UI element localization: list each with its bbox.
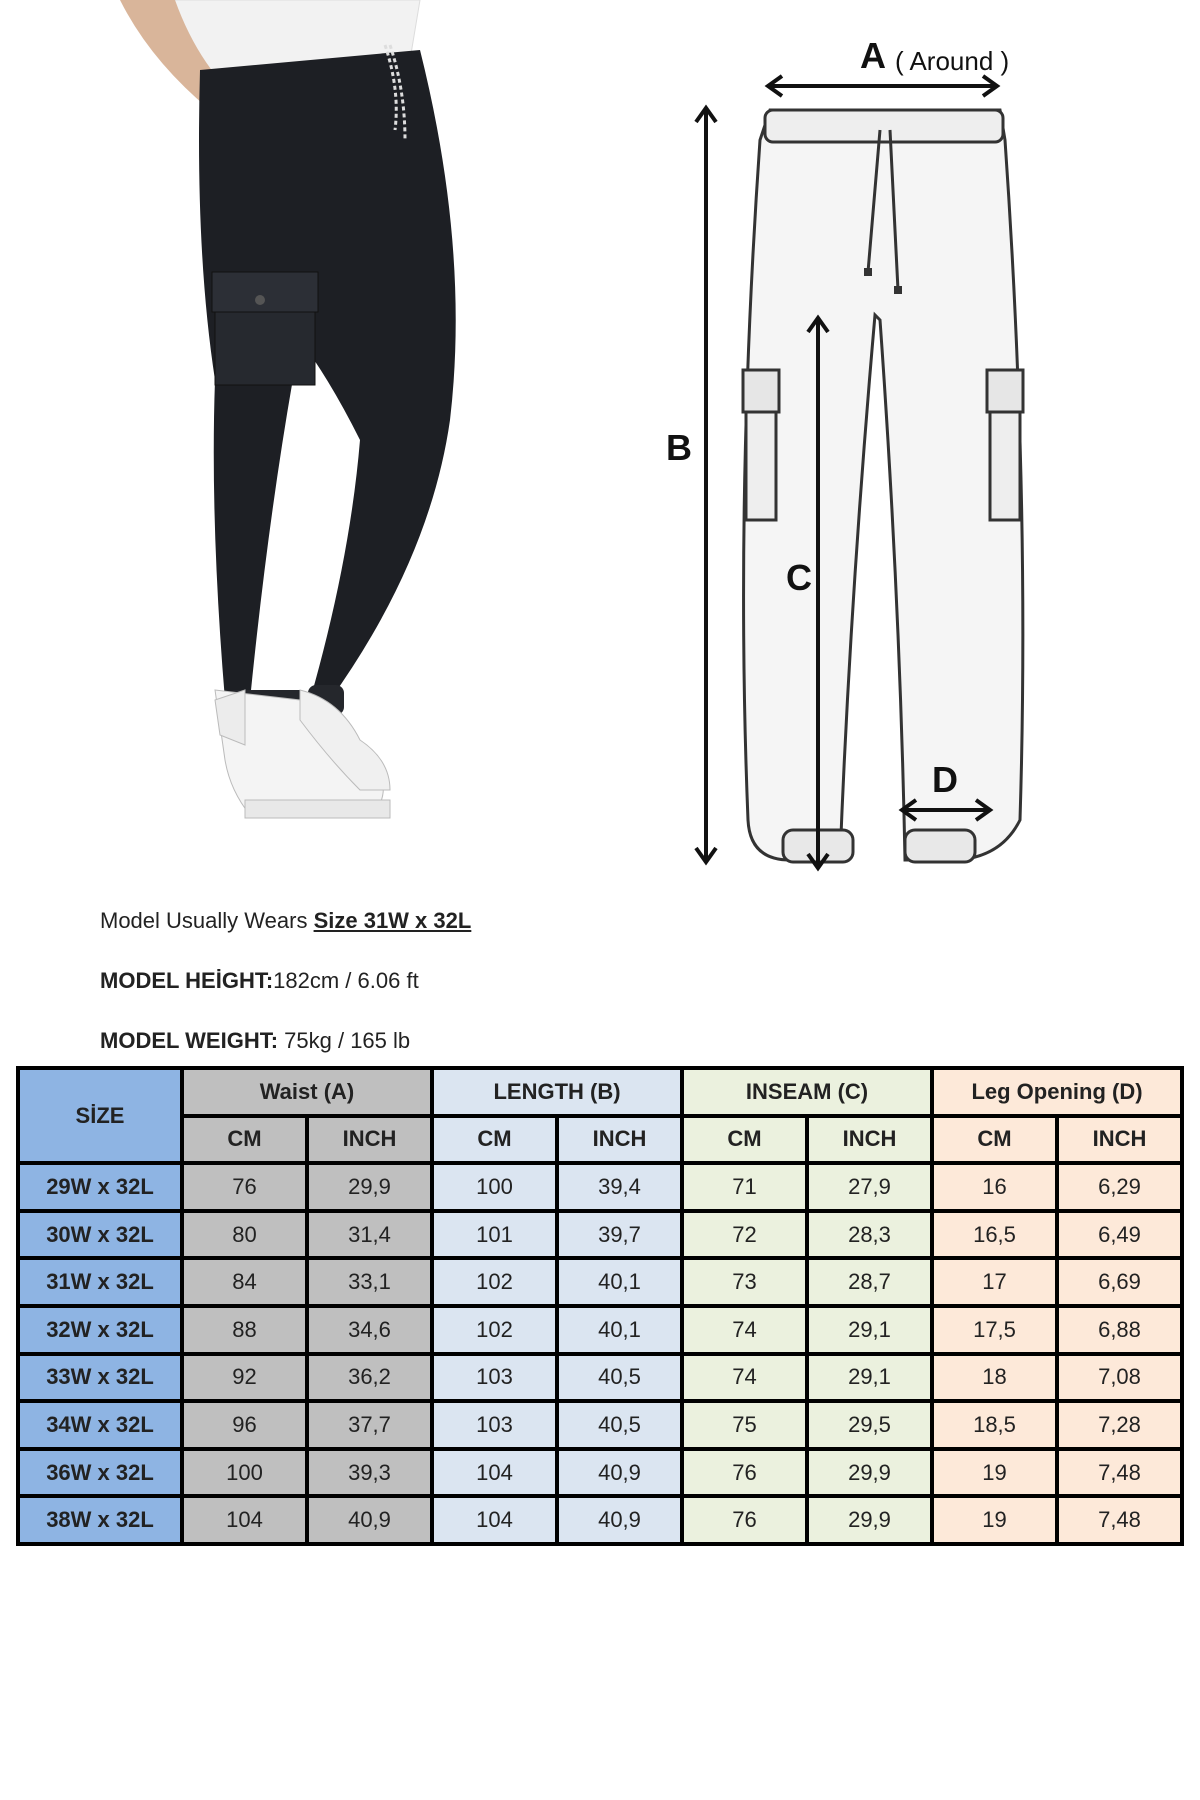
label-b: B bbox=[666, 427, 692, 468]
table-cell: 29,9 bbox=[809, 1451, 930, 1495]
table-cell: 72 bbox=[684, 1213, 805, 1257]
table-cell: 34,6 bbox=[309, 1308, 430, 1352]
table-row bbox=[20, 1165, 1180, 1209]
group-header-inseam: INSEAM (C) bbox=[684, 1070, 930, 1114]
unit-header: CM bbox=[434, 1118, 555, 1162]
table-cell: 17 bbox=[934, 1260, 1055, 1304]
arrow-b bbox=[696, 108, 716, 862]
model-weight-value: 75kg / 165 lb bbox=[284, 1028, 411, 1053]
size-chart-table bbox=[16, 1066, 1184, 1546]
table-cell: 28,3 bbox=[809, 1213, 930, 1257]
group-header-leg-opening: Leg Opening (D) bbox=[934, 1070, 1180, 1114]
table-cell: 6,88 bbox=[1059, 1308, 1180, 1352]
table-cell: 74 bbox=[684, 1356, 805, 1400]
table-cell: 40,5 bbox=[559, 1356, 680, 1400]
table-cell: 37,7 bbox=[309, 1403, 430, 1447]
table-cell: 80 bbox=[184, 1213, 305, 1257]
unit-header: CM bbox=[184, 1118, 305, 1162]
unit-header: INCH bbox=[1059, 1118, 1180, 1162]
table-cell: 84 bbox=[184, 1260, 305, 1304]
model-weight-label: MODEL WEIGHT: bbox=[100, 1028, 279, 1053]
table-cell: 29,9 bbox=[809, 1498, 930, 1542]
size-cell: 34W x 32L bbox=[20, 1403, 180, 1447]
table-cell: 6,29 bbox=[1059, 1165, 1180, 1209]
table-cell: 29,9 bbox=[309, 1165, 430, 1209]
table-cell: 74 bbox=[684, 1308, 805, 1352]
table-cell: 19 bbox=[934, 1498, 1055, 1542]
table-cell: 29,1 bbox=[809, 1356, 930, 1400]
table-cell: 28,7 bbox=[809, 1260, 930, 1304]
table-cell: 40,9 bbox=[559, 1451, 680, 1495]
table-cell: 103 bbox=[434, 1403, 555, 1447]
table-cell: 102 bbox=[434, 1260, 555, 1304]
group-header-waist: Waist (A) bbox=[184, 1070, 430, 1114]
table-cell: 7,48 bbox=[1059, 1451, 1180, 1495]
label-c: C bbox=[786, 557, 812, 598]
table-cell: 16,5 bbox=[934, 1213, 1055, 1257]
table-cell: 102 bbox=[434, 1308, 555, 1352]
size-cell: 33W x 32L bbox=[20, 1356, 180, 1400]
table-cell: 17,5 bbox=[934, 1308, 1055, 1352]
table-cell: 101 bbox=[434, 1213, 555, 1257]
table-row bbox=[20, 1498, 1180, 1542]
table-cell: 103 bbox=[434, 1356, 555, 1400]
table-cell: 104 bbox=[434, 1498, 555, 1542]
table-row bbox=[20, 1451, 1180, 1495]
group-header-length: LENGTH (B) bbox=[434, 1070, 680, 1114]
model-height-line bbox=[100, 968, 419, 994]
model-weight-line bbox=[100, 1028, 410, 1054]
table-cell: 104 bbox=[184, 1498, 305, 1542]
table-row bbox=[20, 1213, 1180, 1257]
table-cell: 27,9 bbox=[809, 1165, 930, 1209]
table-cell: 92 bbox=[184, 1356, 305, 1400]
size-cell: 38W x 32L bbox=[20, 1498, 180, 1542]
table-cell: 75 bbox=[684, 1403, 805, 1447]
label-d: D bbox=[932, 759, 958, 800]
table-cell: 7,08 bbox=[1059, 1356, 1180, 1400]
table-cell: 6,69 bbox=[1059, 1260, 1180, 1304]
table-cell: 31,4 bbox=[309, 1213, 430, 1257]
table-cell: 19 bbox=[934, 1451, 1055, 1495]
label-a: A bbox=[860, 35, 886, 76]
unit-header: CM bbox=[684, 1118, 805, 1162]
unit-header-row bbox=[20, 1118, 1180, 1162]
table-cell: 18 bbox=[934, 1356, 1055, 1400]
model-height-label: MODEL HEİGHT: bbox=[100, 968, 274, 993]
table-row bbox=[20, 1260, 1180, 1304]
table-cell: 40,1 bbox=[559, 1308, 680, 1352]
table-cell: 36,2 bbox=[309, 1356, 430, 1400]
table-cell: 40,5 bbox=[559, 1403, 680, 1447]
label-a-note: ( Around ) bbox=[895, 46, 1010, 76]
table-cell: 88 bbox=[184, 1308, 305, 1352]
table-cell: 18,5 bbox=[934, 1403, 1055, 1447]
group-header-row bbox=[20, 1070, 1180, 1114]
table-cell: 7,48 bbox=[1059, 1498, 1180, 1542]
table-cell: 39,7 bbox=[559, 1213, 680, 1257]
model-wears-size: Size 31W x 32L bbox=[313, 908, 472, 933]
size-cell: 32W x 32L bbox=[20, 1308, 180, 1352]
table-cell: 100 bbox=[184, 1451, 305, 1495]
unit-header: INCH bbox=[309, 1118, 430, 1162]
table-cell: 100 bbox=[434, 1165, 555, 1209]
size-cell: 30W x 32L bbox=[20, 1213, 180, 1257]
arrow-a bbox=[768, 76, 997, 96]
table-cell: 40,9 bbox=[559, 1498, 680, 1542]
table-cell: 71 bbox=[684, 1165, 805, 1209]
table-cell: 76 bbox=[184, 1165, 305, 1209]
model-wears-text: Model Usually Wears bbox=[100, 908, 308, 933]
measurement-diagram bbox=[650, 20, 1080, 900]
model-height-value: 182cm / 6.06 ft bbox=[273, 968, 419, 993]
table-cell: 40,9 bbox=[309, 1498, 430, 1542]
table-cell: 7,28 bbox=[1059, 1403, 1180, 1447]
size-cell: 31W x 32L bbox=[20, 1260, 180, 1304]
table-cell: 33,1 bbox=[309, 1260, 430, 1304]
table-cell: 73 bbox=[684, 1260, 805, 1304]
table-cell: 29,5 bbox=[809, 1403, 930, 1447]
table-cell: 6,49 bbox=[1059, 1213, 1180, 1257]
table-cell: 76 bbox=[684, 1451, 805, 1495]
model-photo bbox=[0, 0, 640, 880]
table-cell: 39,4 bbox=[559, 1165, 680, 1209]
table-row bbox=[20, 1403, 1180, 1447]
unit-header: INCH bbox=[809, 1118, 930, 1162]
table-cell: 29,1 bbox=[809, 1308, 930, 1352]
table-cell: 16 bbox=[934, 1165, 1055, 1209]
size-cell: 36W x 32L bbox=[20, 1451, 180, 1495]
unit-header: CM bbox=[934, 1118, 1055, 1162]
unit-header: INCH bbox=[559, 1118, 680, 1162]
size-header: SİZE bbox=[20, 1070, 180, 1161]
table-cell: 76 bbox=[684, 1498, 805, 1542]
table-row bbox=[20, 1308, 1180, 1352]
model-wears-line bbox=[100, 908, 471, 934]
table-cell: 39,3 bbox=[309, 1451, 430, 1495]
table-cell: 40,1 bbox=[559, 1260, 680, 1304]
table-cell: 96 bbox=[184, 1403, 305, 1447]
size-cell: 29W x 32L bbox=[20, 1165, 180, 1209]
table-row bbox=[20, 1356, 1180, 1400]
table-cell: 104 bbox=[434, 1451, 555, 1495]
